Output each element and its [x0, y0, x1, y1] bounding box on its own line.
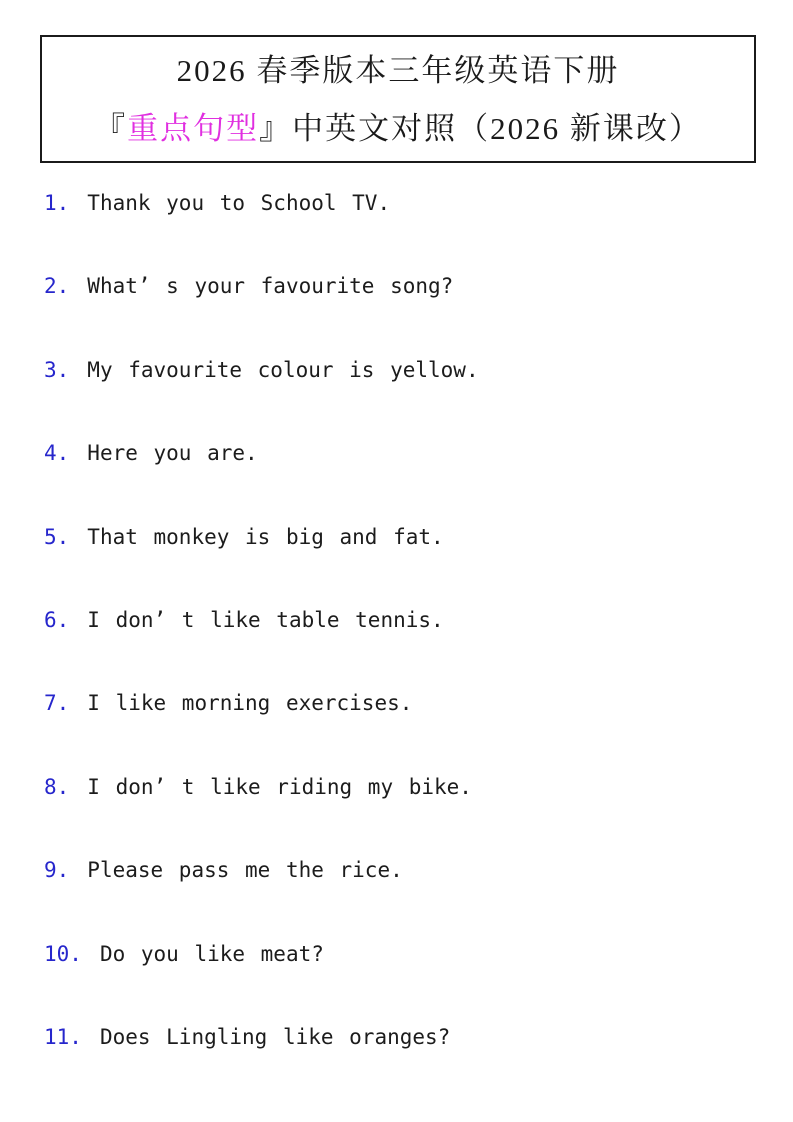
list-item	[44, 271, 479, 354]
list-item	[44, 1022, 479, 1105]
item-text: That monkey is big and fat.	[87, 524, 444, 549]
list-item	[44, 355, 479, 438]
list-item	[44, 605, 479, 688]
item-number: 11.	[44, 1024, 82, 1049]
list-item	[44, 939, 479, 1022]
item-text: My favourite colour is yellow.	[87, 357, 479, 382]
list-item	[44, 438, 479, 521]
item-number: 8.	[44, 774, 70, 799]
item-text: I like morning exercises.	[87, 691, 413, 716]
list-item	[44, 688, 479, 771]
item-number: 7.	[44, 691, 70, 716]
item-number: 10.	[44, 941, 82, 966]
item-text: I don’ t like riding my bike.	[87, 774, 472, 799]
sentence-list	[44, 188, 479, 1105]
title-box	[40, 35, 756, 163]
list-item	[44, 522, 479, 605]
item-text: I don’ t like table tennis.	[87, 607, 444, 632]
item-number: 9.	[44, 858, 70, 883]
document-title-line1: 2026 春季版本三年级英语下册	[176, 53, 620, 88]
item-text: Do you like meat?	[99, 941, 324, 966]
title-highlight-text: 重点句型	[127, 111, 260, 146]
item-number: 6.	[44, 607, 70, 632]
document-title-line2	[42, 108, 754, 150]
item-text: Here you are.	[87, 441, 258, 466]
item-number: 2.	[44, 274, 70, 299]
list-item	[44, 188, 479, 271]
item-text: Please pass me the rice.	[87, 858, 403, 883]
item-text: Thank you to School TV.	[87, 191, 391, 215]
item-number: 3.	[44, 357, 70, 382]
title-suffix-text: 』中英文对照（2026 新课改）	[259, 111, 702, 146]
item-text: Does Lingling like oranges?	[99, 1024, 451, 1049]
title-bracket-open: 『	[94, 111, 128, 146]
item-number: 5.	[44, 524, 70, 549]
item-text: What’ s your favourite song?	[87, 274, 454, 299]
item-number: 1.	[44, 191, 70, 215]
list-item	[44, 855, 479, 938]
list-item	[44, 772, 479, 855]
item-number: 4.	[44, 441, 70, 466]
